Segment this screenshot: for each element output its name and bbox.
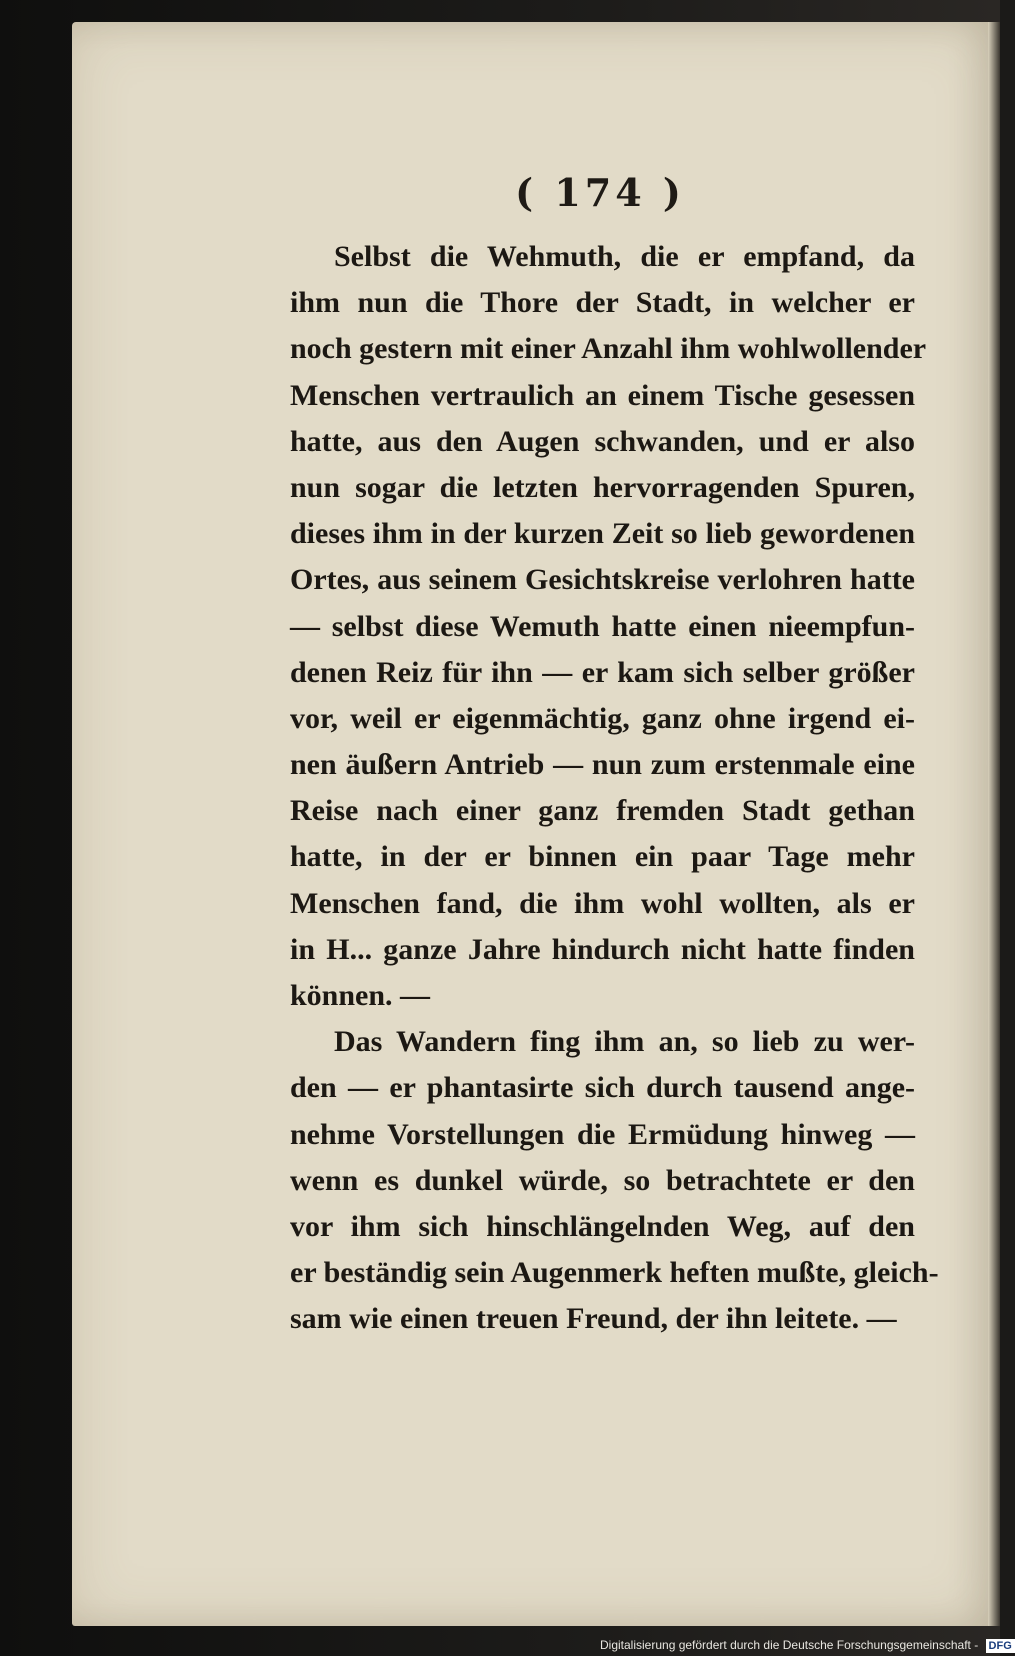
text-line: dieses ihm in der kurzen Zeit so lieb gewordenen bbox=[290, 517, 915, 551]
text-line: — selbst diese Wemuth hatte einen nieempfun- bbox=[290, 609, 915, 643]
text-line: nen äußern Antrieb — nun zum erstenmale eine bbox=[290, 748, 915, 782]
text-line: können. — bbox=[290, 979, 431, 1012]
text-line: Das Wandern fing ihm an, so lieb zu wer- bbox=[334, 1025, 915, 1059]
text-line: vor, weil er eigenmächtig, ganz ohne irgend ei- bbox=[290, 701, 915, 735]
text-line: er beständig sein Augenmerk heften mußte, gleich- bbox=[290, 1256, 939, 1290]
text-line: Menschen vertraulich an einem Tische gesessen bbox=[290, 378, 915, 412]
page-number: ( 174 ) bbox=[515, 170, 685, 215]
digitization-credit bbox=[600, 1634, 1015, 1656]
text-line: den — er phantasirte sich durch tausend ange- bbox=[290, 1071, 915, 1105]
text-line: vor ihm sich hinschlängelnden Weg, auf den bbox=[290, 1209, 915, 1243]
text-line: noch gestern mit einer Anzahl ihm wohlwollender bbox=[290, 332, 927, 366]
text-line: nun sogar die letzten hervorragenden Spuren, bbox=[290, 470, 915, 504]
text-line: Reise nach einer ganz fremden Stadt gethan bbox=[290, 794, 915, 828]
text-line: nehme Vorstellungen die Ermüdung hinweg — bbox=[290, 1117, 915, 1151]
credit-text: Digitalisierung gefördert durch die Deutsche Forschungsgemeinschaft - bbox=[600, 1638, 979, 1652]
text-line: Selbst die Wehmuth, die er empfand, da bbox=[334, 240, 915, 273]
text-line: Ortes, aus seinem Gesichtskreise verlohren hatte bbox=[290, 563, 915, 597]
text-line: ihm nun die Thore der Stadt, in welcher er bbox=[290, 286, 915, 320]
dfg-logo: DFG bbox=[986, 1639, 1015, 1653]
text-line: sam wie einen treuen Freund, der ihn leitete. — bbox=[290, 1302, 897, 1336]
text-line: wenn es dunkel würde, so betrachtete er den bbox=[290, 1163, 915, 1197]
paragraph bbox=[290, 1019, 939, 1342]
page-edge bbox=[988, 22, 1000, 1626]
text-line: hatte, in der er binnen ein paar Tage mehr bbox=[290, 840, 915, 874]
text-line: Menschen fand, die ihm wohl wollten, als er bbox=[290, 886, 915, 920]
body-text bbox=[290, 234, 939, 1343]
paragraph bbox=[290, 234, 927, 1019]
text-line: hatte, aus den Augen schwanden, und er also bbox=[290, 424, 915, 458]
text-line: in H... ganze Jahre hindurch nicht hatte finden bbox=[290, 932, 915, 966]
text-line: denen Reiz für ihn — er kam sich selber größer bbox=[290, 655, 915, 689]
